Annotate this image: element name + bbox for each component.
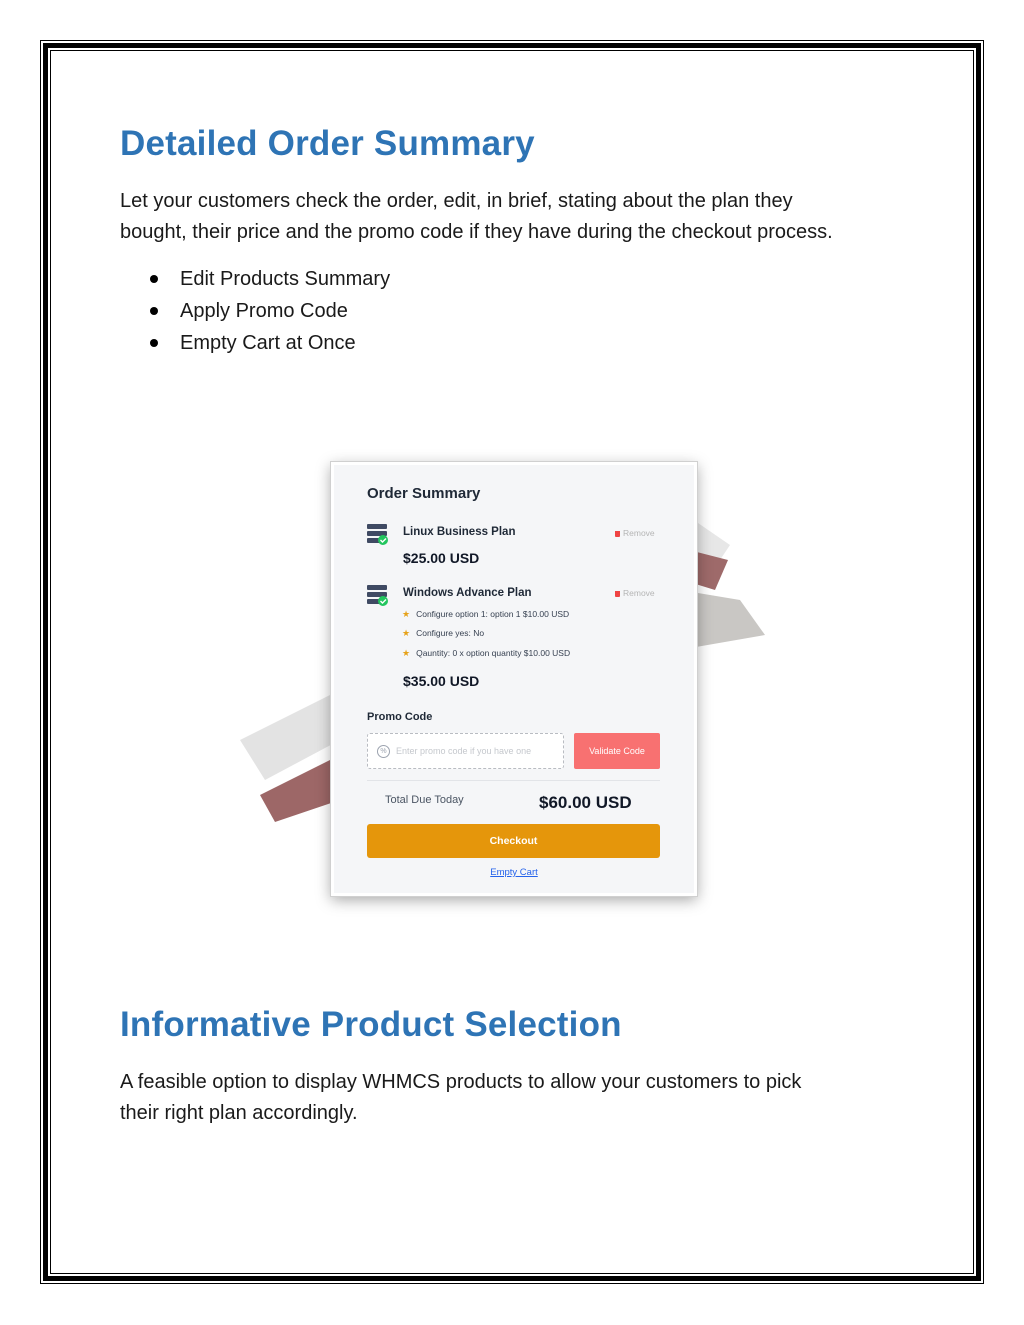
promo-code-field (367, 733, 564, 769)
list-item (146, 327, 390, 359)
bullet-icon (150, 275, 158, 283)
empty-cart-link[interactable]: Empty Cart (490, 867, 538, 878)
option-text: Qauntity: 0 x option quantity $10.00 USD (416, 648, 571, 658)
list-item-label: Apply Promo Code (180, 300, 348, 322)
checkout-button[interactable]: Checkout (367, 824, 660, 858)
server-icon (367, 523, 389, 545)
remove-button[interactable] (615, 588, 655, 598)
section-heading-order-summary: Detailed Order Summary (120, 124, 535, 163)
product-price: $35.00 USD (403, 673, 480, 689)
star-icon: ★ (402, 628, 411, 638)
list-item-label: Empty Cart at Once (180, 332, 356, 354)
percent-icon: % (377, 745, 390, 758)
option-text: Configure option 1: option 1 $10.00 USD (416, 609, 570, 619)
paragraph-line: Let your customers check the order, edit, in brief, stating about the plan they (120, 190, 793, 212)
product-name: Windows Advance Plan (403, 587, 532, 599)
product-price: $25.00 USD (403, 550, 480, 566)
list-item (146, 295, 390, 327)
star-icon: ★ (402, 648, 411, 658)
remove-label: Remove (623, 528, 655, 538)
order-summary-card (331, 462, 697, 896)
total-label: Total Due Today (385, 794, 464, 806)
product-option (402, 628, 484, 639)
paragraph-line: A feasible option to display WHMCS products to allow your customers to pick (120, 1071, 802, 1093)
remove-button[interactable] (615, 528, 655, 538)
card-title: Order Summary (367, 485, 481, 502)
star-icon: ★ (402, 609, 411, 619)
paragraph-line: their right plan accordingly. (120, 1102, 358, 1124)
product-option (402, 609, 569, 620)
paragraph-line: bought, their price and the promo code if they have during the checkout process. (120, 221, 833, 243)
trash-icon (615, 591, 620, 597)
server-icon (367, 584, 389, 606)
feature-list (146, 263, 390, 359)
product-option (402, 648, 570, 659)
product-name: Linux Business Plan (403, 526, 516, 538)
trash-icon (615, 531, 620, 537)
promo-code-input[interactable] (396, 742, 559, 760)
total-value: $60.00 USD (539, 793, 632, 812)
divider (367, 780, 660, 781)
list-item-label: Edit Products Summary (180, 268, 391, 290)
promo-code-label: Promo Code (367, 711, 433, 723)
list-item (146, 263, 390, 295)
remove-label: Remove (623, 588, 655, 598)
bullet-icon (150, 307, 158, 315)
section-heading-product-selection: Informative Product Selection (120, 1005, 622, 1044)
bullet-icon (150, 339, 158, 347)
section-paragraph (120, 186, 910, 248)
section-paragraph (120, 1067, 910, 1129)
option-text: Configure yes: No (416, 628, 485, 638)
validate-code-button[interactable]: Validate Code (574, 733, 660, 769)
